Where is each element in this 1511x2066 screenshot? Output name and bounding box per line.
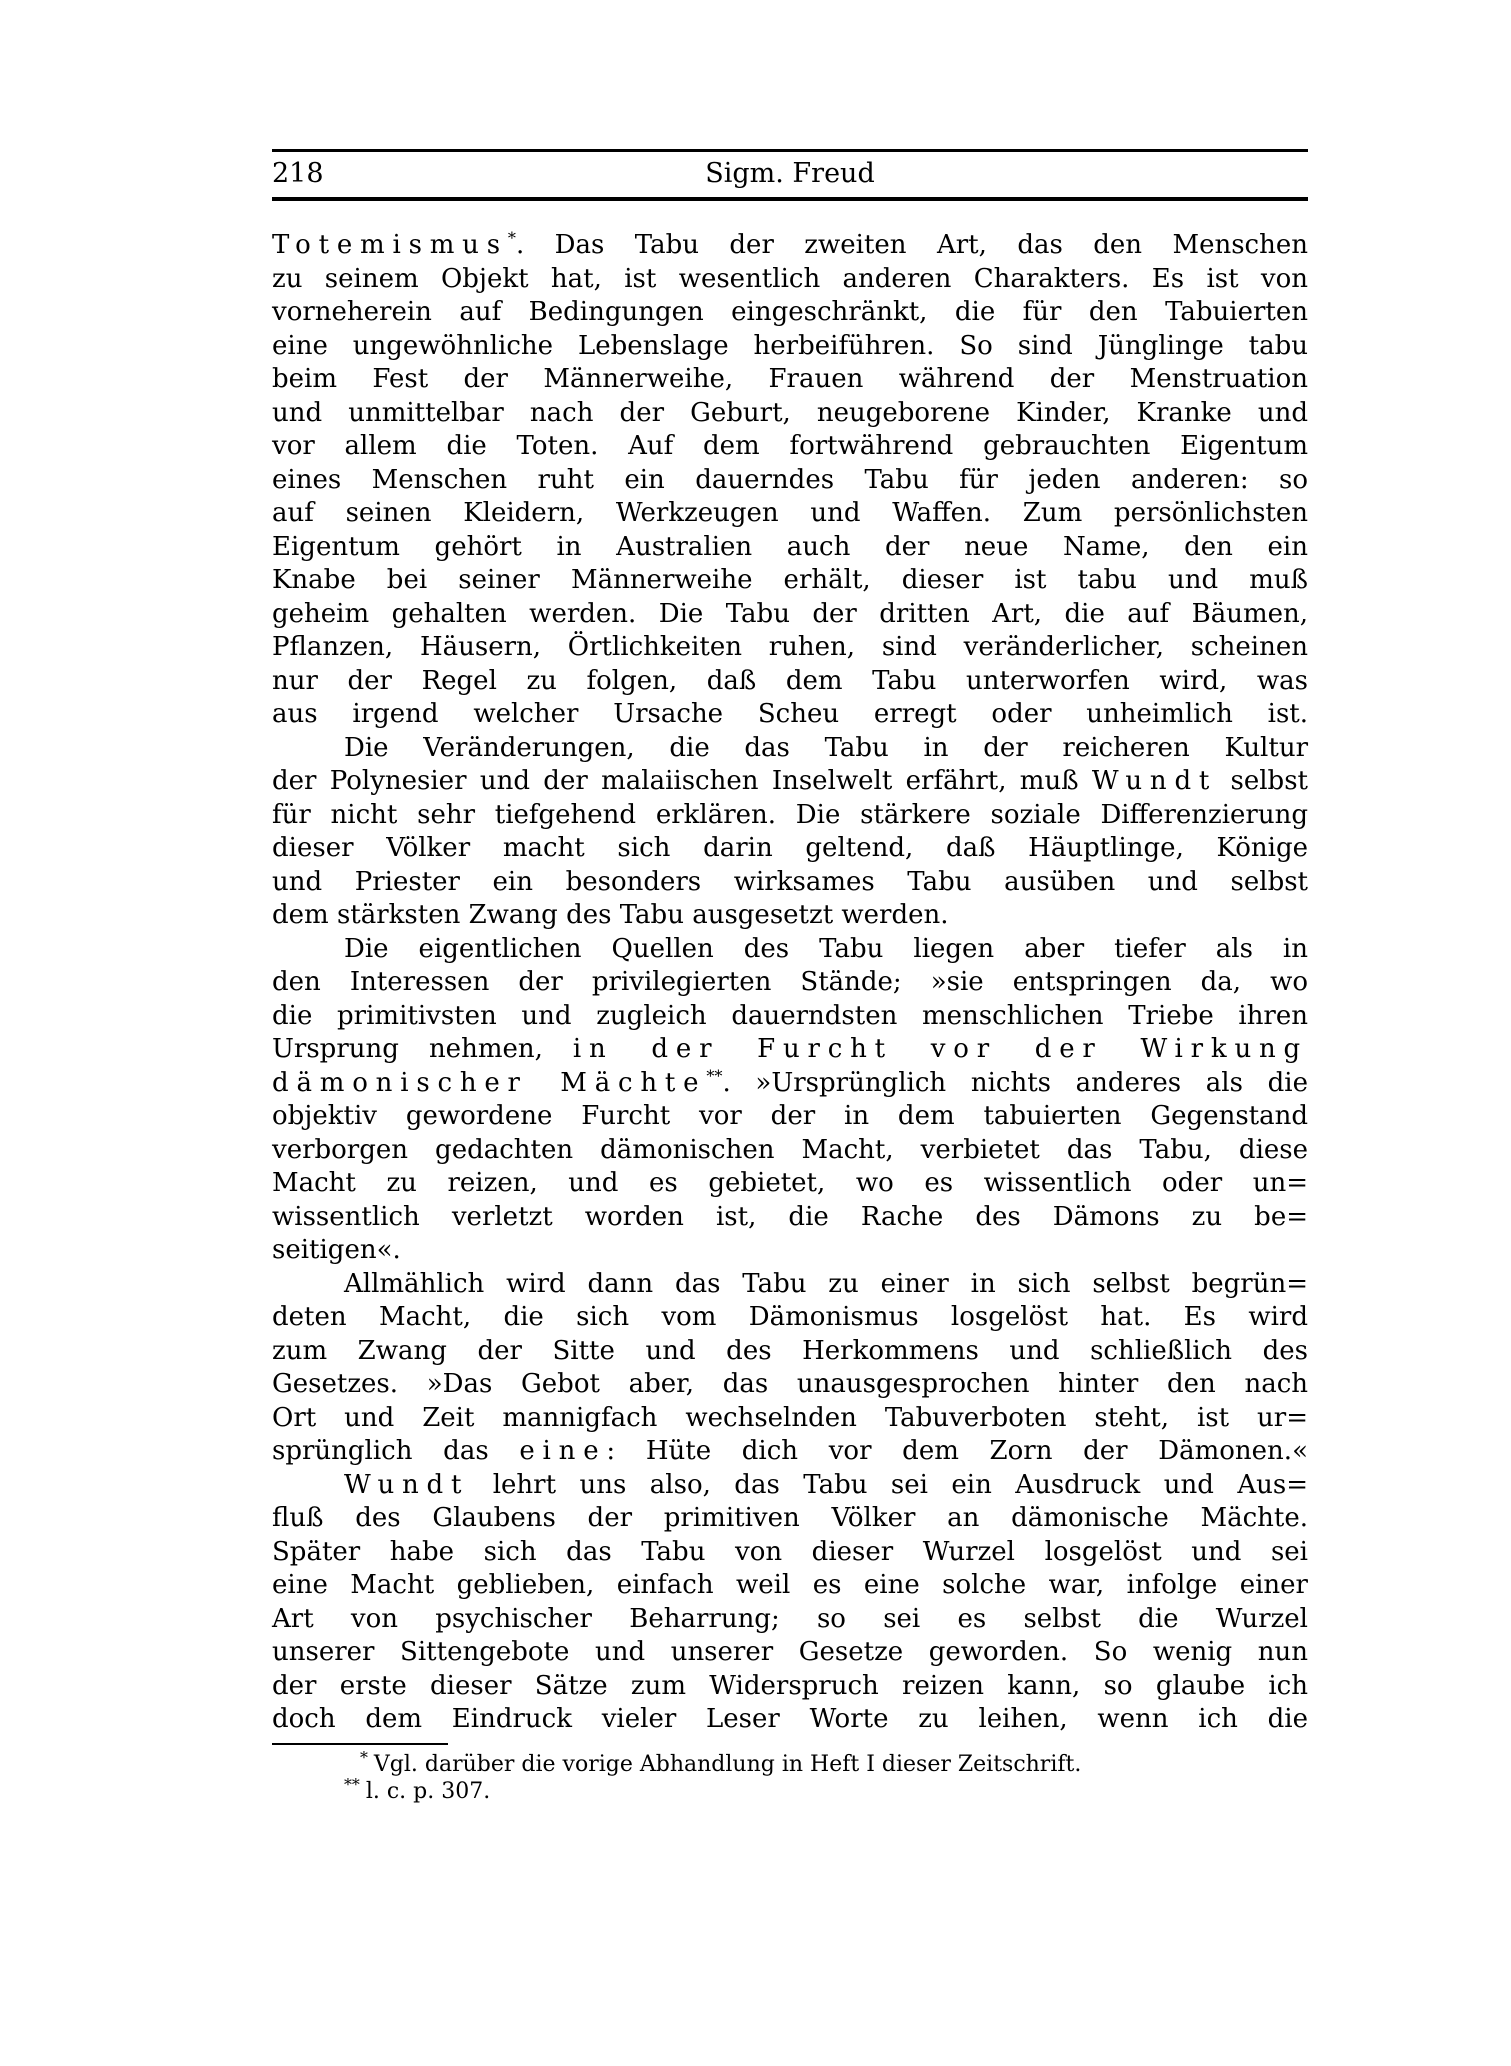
text-segment: Knabe bei seiner Männerweihe erhält, dieser ist tabu und muß <box>272 565 1308 595</box>
footnote-marker: * <box>360 1747 368 1767</box>
text-line <box>272 1636 1308 1670</box>
footnotes <box>272 1747 1308 1805</box>
text-line <box>272 363 1308 397</box>
text-segment: und unmittelbar nach der Geburt, neugeborene Kinder, Kranke und <box>272 397 1308 428</box>
text-segment: dieser Völker macht sich darin geltend, daß Häuptlinge, Könige <box>272 833 1308 863</box>
text-segment: doch dem Eindruck vieler Leser Worte zu leihen, wenn ich die <box>272 1704 1308 1734</box>
footnote-text: l. c. p. 307. <box>365 1779 491 1804</box>
text-line <box>272 1368 1308 1402</box>
text-segment: für nicht sehr tiefgehend erklären. Die stärkere soziale Differenzierung <box>272 799 1308 830</box>
text-segment: objektiv gewordene Furcht vor der in dem tabuierten Gegenstand <box>272 1101 1308 1131</box>
text-segment: der Polynesier und der malaiischen Inselwelt erfährt, muß <box>272 766 1092 796</box>
text-line <box>272 1100 1308 1134</box>
text-line <box>272 1335 1308 1369</box>
text-segment: und Priester ein besonders wirksames Tabu ausüben und selbst <box>272 866 1308 897</box>
text-segment: geheim gehalten werden. Die Tabu der dritten Art, die auf Bäumen, <box>272 598 1308 629</box>
text-segment: beim Fest der Männerweihe, Frauen während der Menstruation <box>272 364 1308 394</box>
text-line <box>272 1000 1308 1034</box>
text-line <box>272 732 1308 766</box>
text-line <box>272 564 1308 598</box>
letterspaced-text: Wundt <box>1091 766 1218 796</box>
text-line <box>272 631 1308 665</box>
footnote-item <box>272 1774 1308 1805</box>
text-segment: auf seinen Kleidern, Werkzeugen und Waffen. Zum persönlichsten <box>272 498 1308 528</box>
text-segment: nur der Regel zu folgen, daß dem Tabu unterworfen wird, was <box>272 665 1308 696</box>
text-line <box>272 1569 1308 1603</box>
text-segment: eine Macht geblieben, einfach weil es eine solche war, infolge einer <box>272 1570 1308 1600</box>
text-segment: aus irgend welcher Ursache Scheu erregt oder unheimlich ist. <box>272 699 1308 729</box>
footnote-item <box>272 1747 1308 1778</box>
text-segment: deten Macht, die sich vom Dämonismus losgelöst hat. Es wird <box>272 1302 1308 1332</box>
text-line <box>272 832 1308 866</box>
letterspaced-text: Totemismus <box>272 230 508 260</box>
running-head: Sigm. Freud <box>705 158 875 189</box>
text-line <box>272 765 1308 799</box>
text-line <box>272 497 1308 531</box>
text-segment: unserer Sittengebote und unserer Gesetze geworden. So wenig nun <box>272 1637 1308 1667</box>
text-line <box>272 598 1308 632</box>
page-header <box>272 155 1308 193</box>
text-line <box>272 665 1308 699</box>
text-line <box>272 330 1308 364</box>
text-segment: zum Zwang der Sitte und des Herkommens und schließlich des <box>272 1335 1308 1366</box>
text-line <box>272 296 1308 330</box>
text-segment: lehrt uns also, das Tabu sei ein Ausdruck und Aus= <box>469 1469 1308 1500</box>
text-line <box>272 933 1308 967</box>
text-segment: vorneherein auf Bedingungen eingeschränkt, die für den Tabuierten <box>272 297 1308 327</box>
text-line <box>272 1268 1308 1302</box>
letterspaced-text: in der Furcht vor der Wirkung <box>572 1034 1308 1064</box>
text-segment: Die Veränderungen, die das Tabu in der reicheren Kultur <box>344 732 1308 763</box>
text-line <box>272 899 1308 933</box>
text-segment: eine ungewöhnliche Lebenslage herbeiführen. So sind Jünglinge tabu <box>272 330 1308 361</box>
text-line <box>272 229 1308 263</box>
text-segment: Die eigentlichen Quellen des Tabu liegen aber tiefer als in <box>344 933 1308 964</box>
header-bottom-rule <box>272 197 1308 201</box>
page-number: 218 <box>272 158 324 189</box>
letterspaced-text: Wundt <box>344 1469 470 1500</box>
text-segment: Allmählich wird dann das Tabu zu einer in sich selbst begrün= <box>344 1268 1308 1299</box>
text-line <box>272 1402 1308 1436</box>
text-segment: Gesetzes. »Das Gebot aber, das unausgesprochen hinter den nach <box>272 1369 1308 1399</box>
text-line <box>272 1067 1308 1101</box>
text-segment: den Interessen der privilegierten Stände; »sie entspringen da, wo <box>272 967 1308 997</box>
text-segment: der erste dieser Sätze zum Widerspruch reizen kann, so glaube ich <box>272 1670 1308 1701</box>
text-line <box>272 1670 1308 1704</box>
header-top-rule <box>272 149 1308 152</box>
text-segment: . »Ursprünglich nichts anderes als die <box>722 1067 1308 1098</box>
text-block <box>272 229 1308 1737</box>
footnote-separator <box>272 1743 448 1745</box>
text-segment: verborgen gedachten dämonischen Macht, verbietet das Tabu, diese <box>272 1134 1308 1165</box>
text-line <box>272 966 1308 1000</box>
text-segment: die primitivsten und zugleich dauerndsten menschlichen Triebe ihren <box>272 1000 1308 1031</box>
text-line <box>272 531 1308 565</box>
text-segment: Ort und Zeit mannigfach wechselnden Tabuverboten steht, ist ur= <box>272 1402 1308 1433</box>
text-line <box>272 698 1308 732</box>
footnote-marker: ** <box>344 1774 360 1794</box>
text-segment: sprünglich das <box>272 1436 520 1466</box>
text-segment: . Das Tabu der zweiten Art, das den Menschen <box>515 230 1308 260</box>
text-line <box>272 1201 1308 1235</box>
text-segment: seitigen«. <box>272 1235 401 1265</box>
text-segment: zu seinem Objekt hat, ist wesentlich anderen Charakters. Es ist von <box>272 263 1308 294</box>
text-segment: : Hüte dich vor dem Zorn der Dämonen.« <box>606 1436 1308 1466</box>
text-line <box>272 430 1308 464</box>
text-segment: dem stärksten Zwang des Tabu ausgesetzt werden. <box>272 900 949 930</box>
text-segment: eines Menschen ruht ein dauerndes Tabu für jeden anderen: so <box>272 464 1308 495</box>
text-segment: Macht zu reizen, und es gebietet, wo es wissentlich oder un= <box>272 1168 1308 1198</box>
text-line <box>272 1435 1308 1469</box>
footnote-reference: * <box>507 228 516 248</box>
letterspaced-text: eine <box>519 1436 607 1466</box>
text-segment: fluß des Glaubens der primitiven Völker an dämonische Mächte. <box>272 1503 1308 1533</box>
text-line <box>272 1536 1308 1570</box>
text-segment: Eigentum gehört in Australien auch der neue Name, den ein <box>272 531 1308 562</box>
footnote-text: Vgl. darüber die vorige Abhandlung in Heft I dieser Zeitschrift. <box>373 1752 1082 1777</box>
text-segment: Ursprung nehmen, <box>272 1034 573 1064</box>
text-line <box>272 1167 1308 1201</box>
letterspaced-text: dämonischer Mächte <box>272 1067 707 1098</box>
text-line <box>272 397 1308 431</box>
text-segment: selbst <box>1217 766 1308 796</box>
text-line <box>272 263 1308 297</box>
text-segment: Art von psychischer Beharrung; so sei es selbst die Wurzel <box>272 1603 1308 1634</box>
text-line <box>272 866 1308 900</box>
text-segment: Später habe sich das Tabu von dieser Wurzel losgelöst und sei <box>272 1536 1308 1567</box>
text-line <box>272 1703 1308 1737</box>
text-line <box>272 1469 1308 1503</box>
text-segment: wissentlich verletzt worden ist, die Rache des Dämons zu be= <box>272 1201 1308 1232</box>
text-line <box>272 1301 1308 1335</box>
text-segment: Pflanzen, Häusern, Örtlichkeiten ruhen, sind veränderlicher, scheinen <box>272 632 1308 662</box>
text-line <box>272 1033 1308 1067</box>
text-line <box>272 799 1308 833</box>
text-line <box>272 1234 1308 1268</box>
text-line <box>272 464 1308 498</box>
text-line <box>272 1134 1308 1168</box>
footnote-reference: ** <box>706 1065 723 1085</box>
text-line <box>272 1603 1308 1637</box>
text-segment: vor allem die Toten. Auf dem fortwährend gebrauchten Eigentum <box>272 431 1308 461</box>
text-line <box>272 1502 1308 1536</box>
